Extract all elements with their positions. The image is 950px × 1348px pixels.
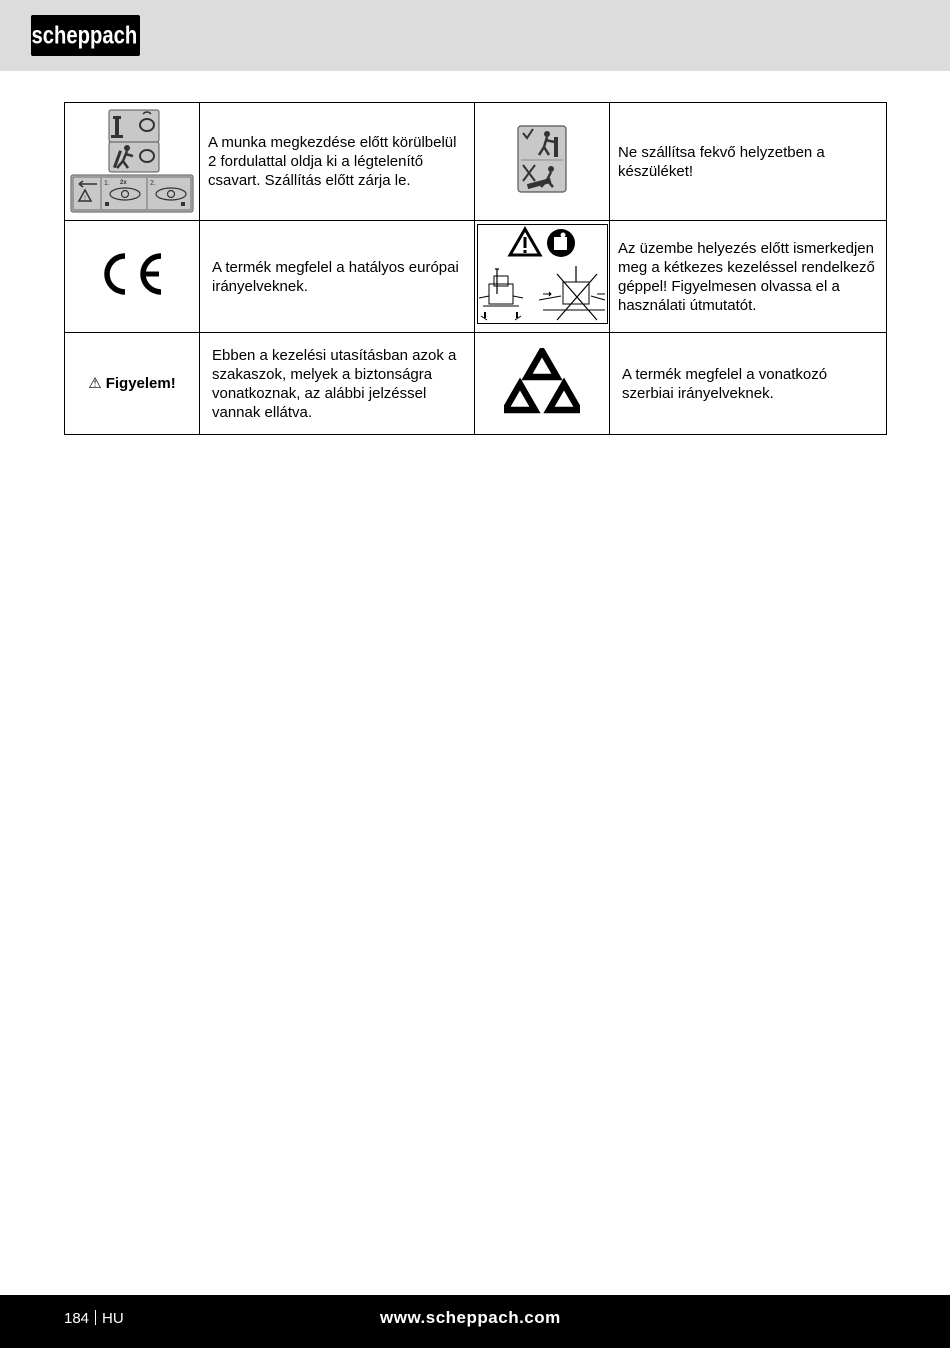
table-row — [65, 333, 887, 435]
footer-divider — [95, 1310, 96, 1325]
website-link[interactable]: www.scheppach.com — [380, 1308, 561, 1327]
ce-conformity-text: A termék megfelel a hatályos európai irányelveknek. — [200, 221, 475, 333]
transport-instruction: Ne szállítsa fekvő helyzetben a készüléket! — [610, 103, 887, 221]
table-row — [65, 103, 887, 221]
table-row — [65, 221, 887, 333]
header-bar — [0, 0, 950, 71]
symbol-table — [64, 102, 887, 435]
safety-sections-text: Ebben a kezelési utasításban azok a szakaszok, melyek a biztonságra vonatkoznak, az alábbi jelzéssel vannak ellátva. — [200, 333, 475, 435]
attention-label-cell — [65, 333, 200, 435]
attention-label: Figyelem! — [105, 375, 176, 392]
serbian-conformity-text: A termék megfelel a vonatkozó szerbiai irányelveknek. — [610, 333, 887, 435]
two-hand-operation-pictogram-cell — [475, 221, 610, 333]
serbian-conformity-cell — [475, 333, 610, 435]
logo-text: scheppach — [31, 20, 138, 50]
vent-screw-pictogram-cell — [65, 103, 200, 221]
language-code: HU — [102, 1310, 124, 1327]
two-hand-operation-instruction: Az üzembe helyezés előtt ismerkedjen meg a kétkezes kezeléssel rendelkező géppel! Figyelmesen olvassa el a használati útmutatót. — [610, 221, 887, 333]
serbian-conformity-mark-icon — [504, 348, 580, 414]
vent-screw-icon — [67, 104, 197, 214]
page-indicator — [64, 1310, 124, 1327]
footer-bar — [0, 1295, 950, 1348]
page-number: 184 — [64, 1310, 90, 1327]
ce-mark-icon — [98, 250, 166, 298]
read-manual-two-hand-icon — [477, 224, 608, 324]
svg-text:2x: 2x — [120, 180, 127, 186]
no-lying-transport-icon — [517, 125, 567, 193]
svg-text:1.: 1. — [104, 180, 110, 187]
ce-mark-cell — [65, 221, 200, 333]
scheppach-logo — [31, 15, 140, 56]
vent-screw-instruction: A munka megkezdése előtt körülbelül 2 fordulattal oldja ki a légtelenítő csavart. Szállítás előtt zárja le. — [200, 103, 475, 221]
svg-text:2.: 2. — [150, 180, 156, 187]
svg-text:!: ! — [84, 196, 86, 202]
transport-pictogram-cell — [475, 103, 610, 221]
warning-triangle-icon: ⚠ — [88, 375, 102, 392]
